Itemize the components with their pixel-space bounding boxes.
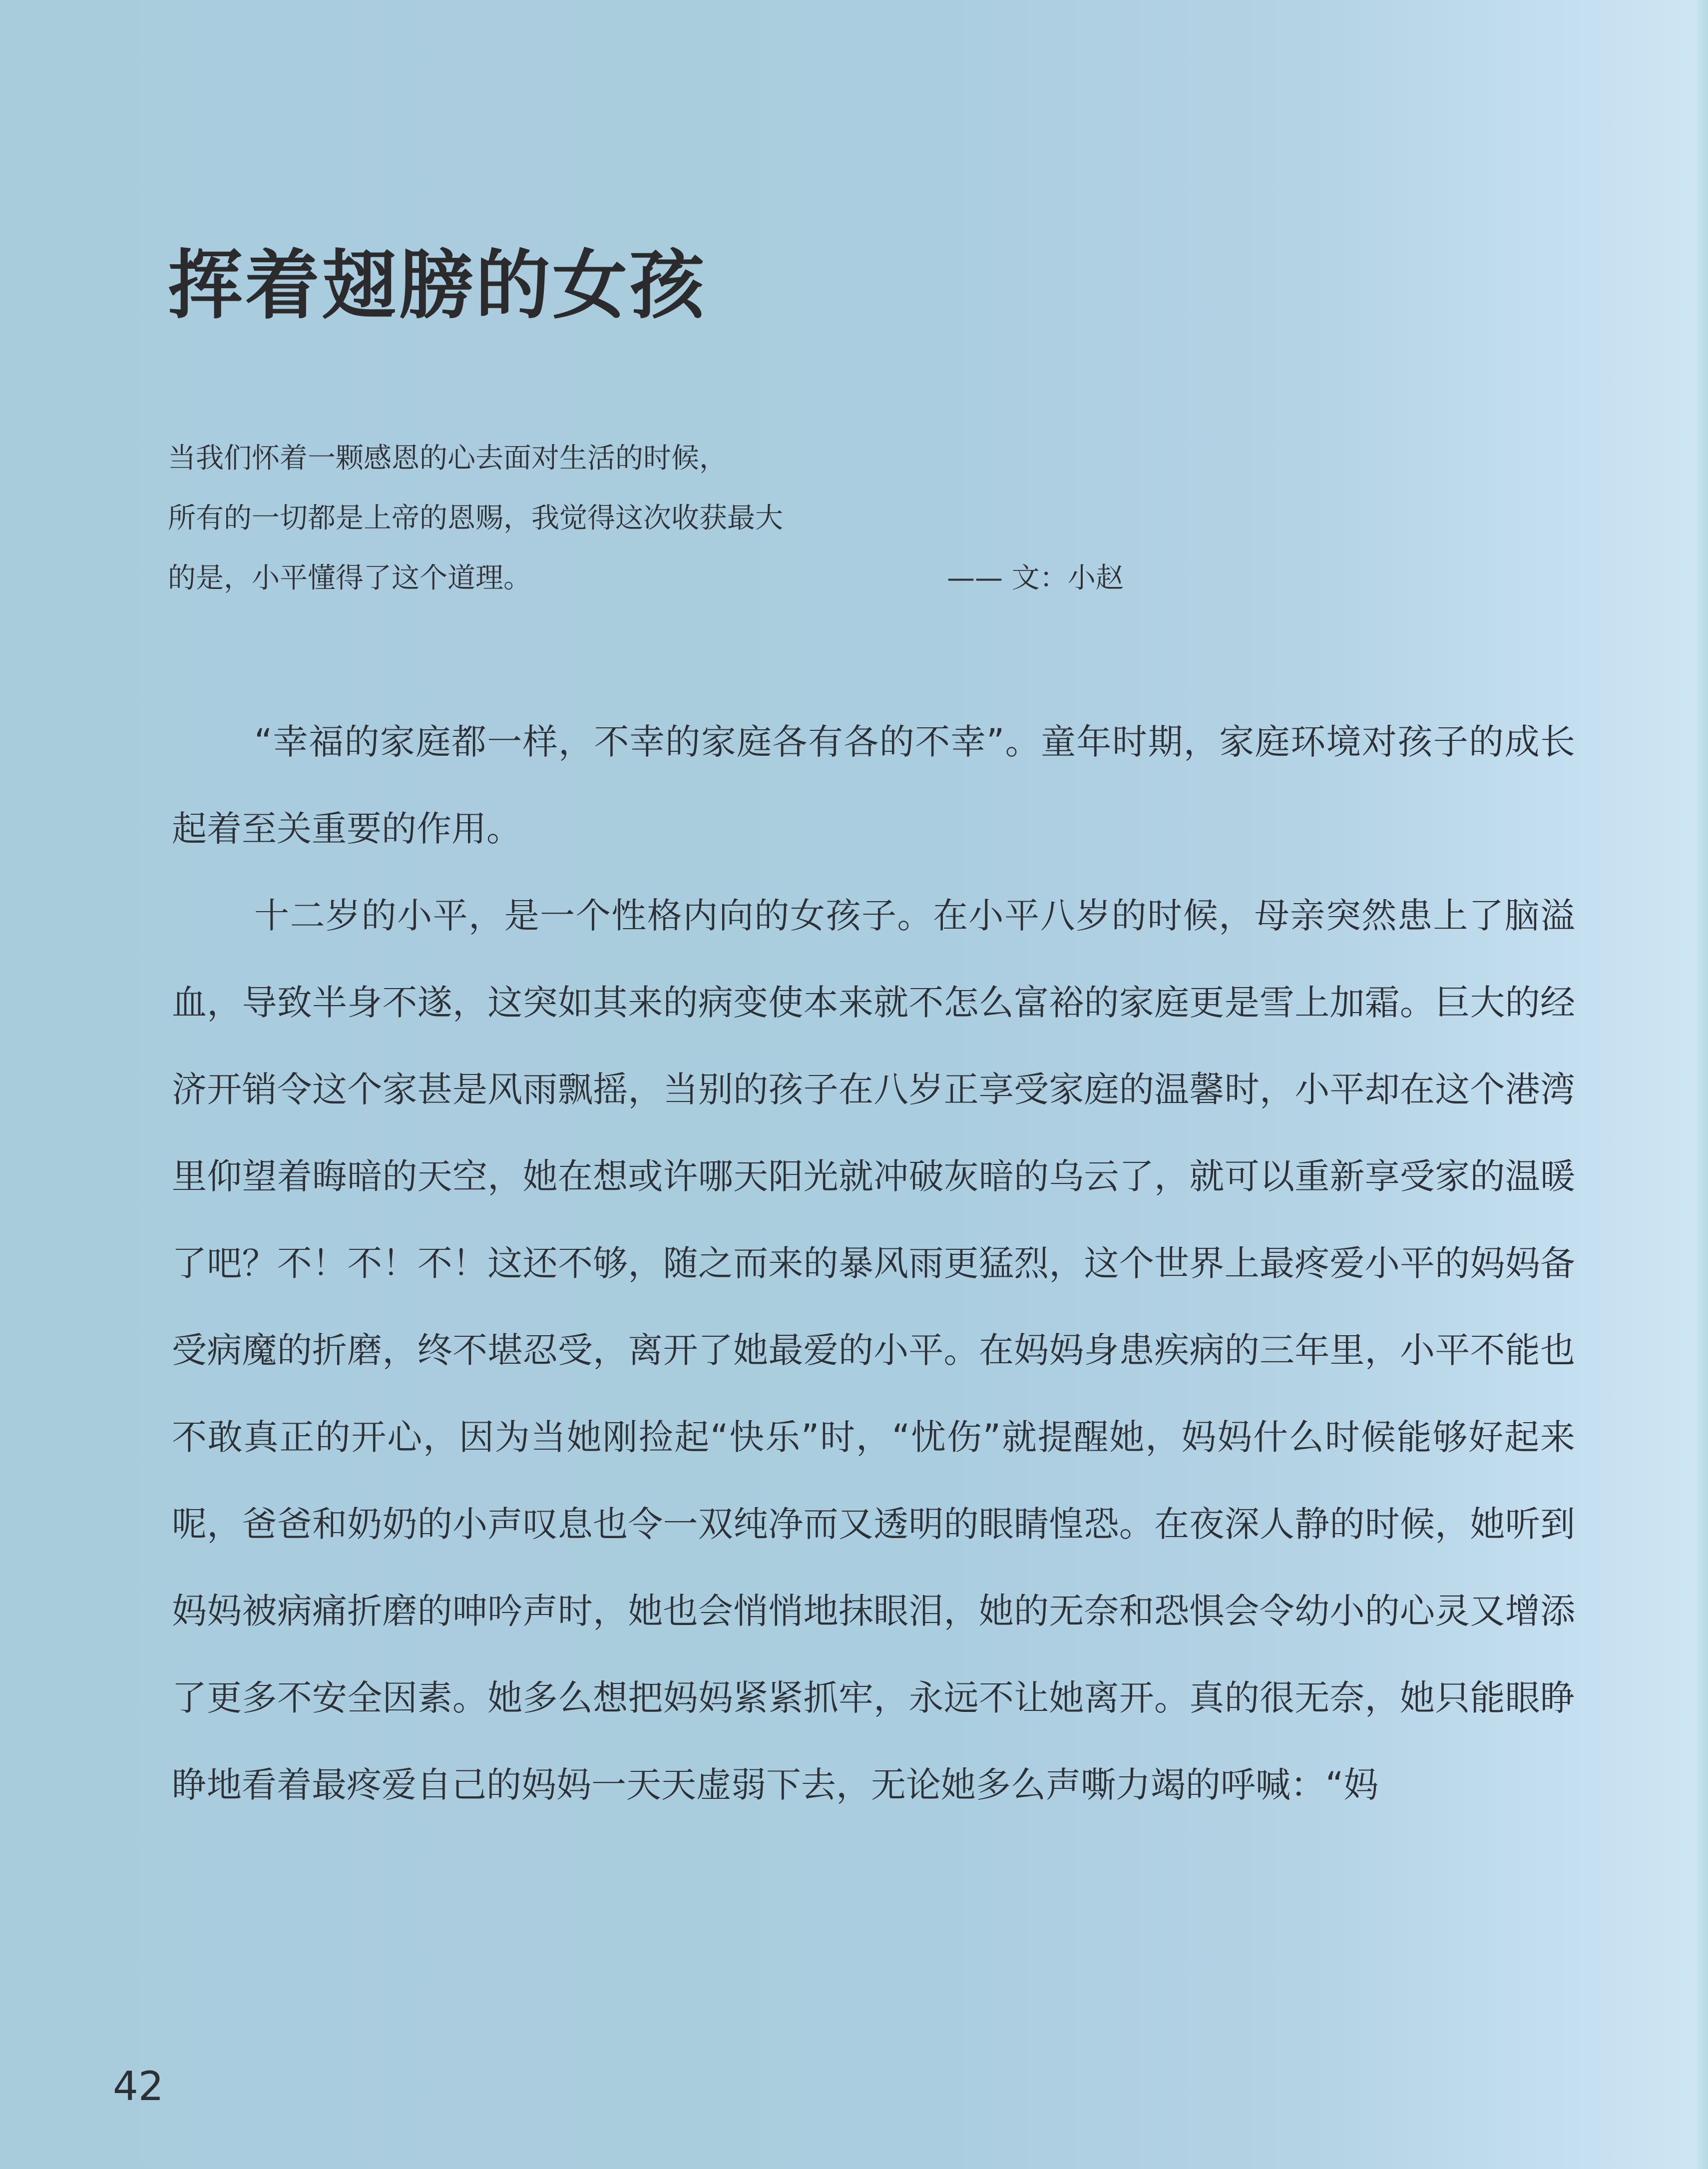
article-title: 挥着翅膀的女孩: [168, 241, 707, 329]
intro-line-text: 的是，小平懂得了这个道理。: [168, 562, 531, 594]
article-intro: [168, 429, 1124, 608]
body-paragraph: “幸福的家庭都一样，不幸的家庭各有各的不幸”。童年时期，家庭环境对孩子的成长起着至关重要的作用。: [172, 721, 1575, 849]
body-paragraph: 十二岁的小平，是一个性格内向的女孩子。在小平八岁的时候，母亲突然患上了脑溢血，导致半身不遂，这突如其来的病变使本来就不怎么富裕的家庭更是雪上加霜。巨大的经济开销令这个家甚是风雨飘摇，当别的孩子在八岁正享受家庭的温馨时，小平却在这个港湾里仰望着晦暗的天空，她在想或许哪天阳光就冲破灰暗的乌云了，就可以重新享受家的温暖了吧？不！不！不！这还不够，随之而来的暴风雨更猛烈，这个世界上最疼爱小平的妈妈备受病魔的折磨，终不堪忍受，离开了她最爱的小平。在妈妈身患疾病的三年里，小平不能也不敢真正的开心，因为当她刚捡起“快乐”时，“忧伤”就提醒她，妈妈什么时候能够好起来呢，爸爸和奶奶的小声叹息也令一双纯净而又透明的眼睛惶恐。在夜深人静的时候，她听到妈妈被病痛折磨的呻吟声时，她也会悄悄地抹眼泪，她的无奈和恐惧会令幼小的心灵又增添了更多不安全因素。她多么想把妈妈紧紧抓牢，永远不让她离开。真的很无奈，她只能眼睁睁地看着最疼爱自己的妈妈一天天虚弱下去，无论她多么声嘶力竭的呼喊：“妈: [172, 895, 1575, 1805]
author-credit: —— 文：小赵: [947, 562, 1124, 594]
page-number: 42: [113, 2063, 164, 2110]
intro-line: 所有的一切都是上帝的恩赐，我觉得这次收获最大: [168, 502, 783, 535]
intro-line: [168, 548, 1124, 608]
intro-line: 当我们怀着一颗感恩的心去面对生活的时候，: [168, 442, 727, 475]
page-spine-edge: [1697, 0, 1708, 2169]
article-body: [172, 698, 1575, 1828]
